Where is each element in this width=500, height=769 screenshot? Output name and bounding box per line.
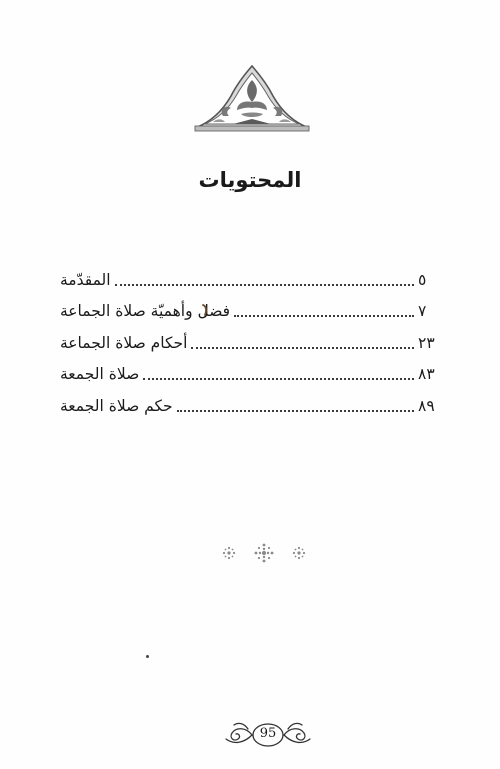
floral-arch-ornament-icon (193, 62, 311, 134)
toc-entry-page: ٢٣ (418, 333, 435, 352)
toc-entry-title: فضل وأهميّة صلاة الجماعة (60, 302, 231, 321)
toc-leader-dots (115, 284, 414, 286)
toc-entry-page: ٥ (418, 270, 427, 289)
toc-entry-page: ٨٩ (418, 396, 435, 415)
toc-entry-page: ٨٣ (418, 365, 435, 384)
toc-entry-title: أحكام صلاة الجماعة (60, 333, 188, 352)
toc-entry-title: المقدّمة (60, 270, 111, 289)
star-divider-icon (219, 540, 309, 566)
toc-entry-title: حكم صلاة الجمعة (60, 396, 173, 415)
pen-mark-icon (201, 304, 209, 316)
page-title: المحتويات (198, 168, 302, 192)
toc-leader-dots (177, 410, 414, 412)
toc-row (58, 390, 446, 422)
table-of-contents (58, 264, 446, 422)
toc-entry-title: صلاة الجمعة (60, 365, 140, 384)
toc-row (58, 264, 446, 296)
toc-leader-dots (143, 378, 414, 380)
page-number: 95 (259, 726, 277, 741)
ink-speck (146, 655, 149, 658)
toc-row (58, 296, 446, 328)
toc-leader-dots (234, 315, 414, 317)
toc-row (58, 359, 446, 391)
toc-row (58, 327, 446, 359)
toc-leader-dots (191, 347, 414, 349)
toc-entry-page: ٧ (418, 302, 427, 321)
